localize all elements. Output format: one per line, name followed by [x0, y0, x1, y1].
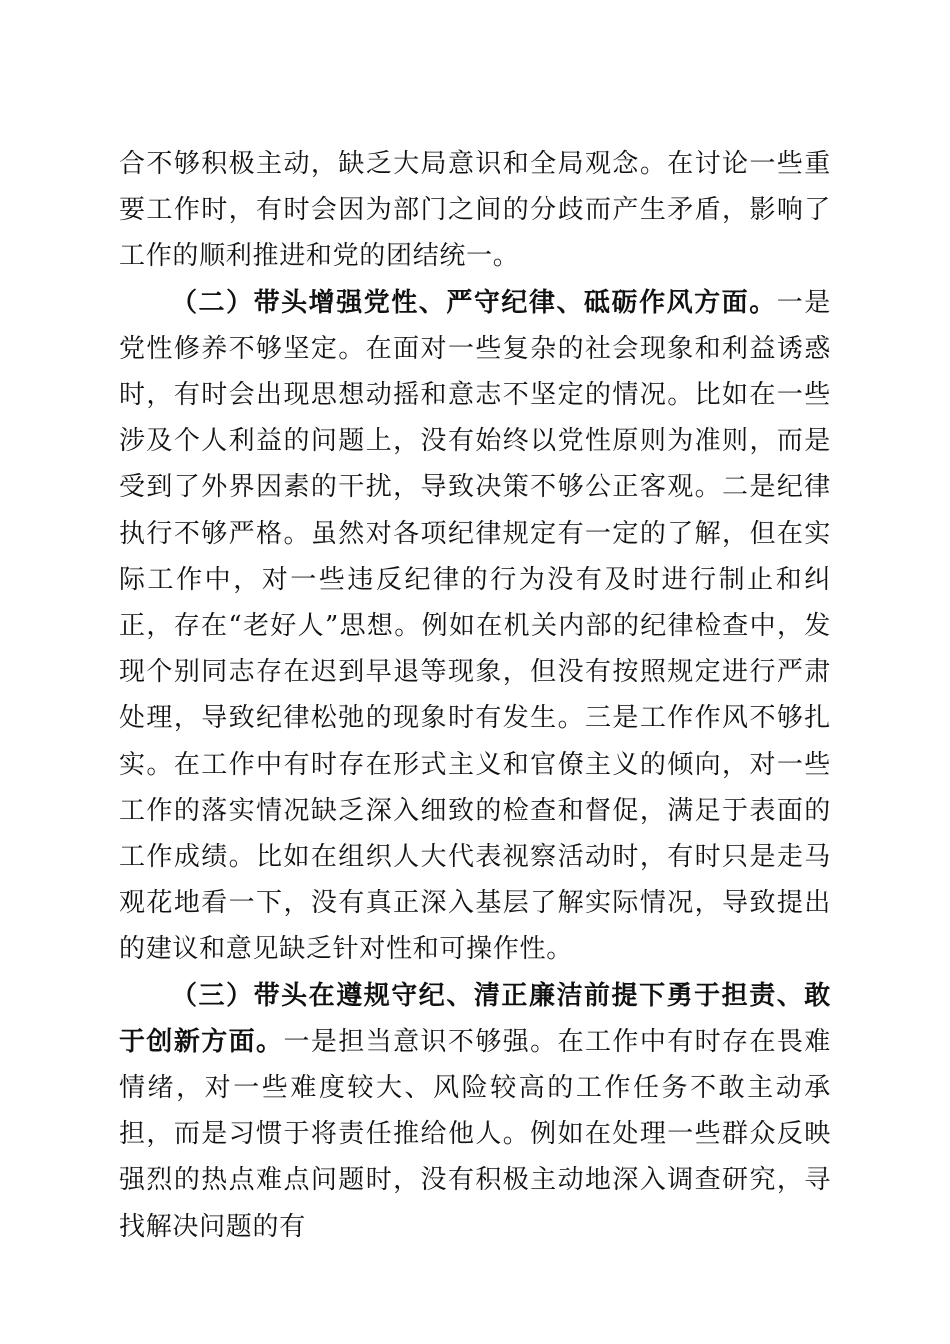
paragraph-body: 一是党性修养不够坚定。在面对一些复杂的社会现象和利益诱惑时，有时会出现思想动摇和意志不坚定的情况。比如在一些涉及个人利益的问题上，没有始终以党性原则为准则，而是受到了外界因素的干扰，导致决策不够公正客观。二是纪律执行不够严格。虽然对各项纪律规定有一定的了解，但在实际工作中，对一些违反纪律的行为没有及时进行制止和纠正，存在“老好人”思想。例如在机关内部的纪律检查中，发现个别同志存在迟到早退等现象，但没有按照规定进行严肃处理，导致纪律松弛的现象时有发生。三是工作作风不够扎实。在工作中有时存在形式主义和官僚主义的倾向，对一些工作的落实情况缺乏深入细致的检查和督促，满足于表面的工作成绩。比如在组织人大代表视察活动时，有时只是走马观花地看一下，没有真正深入基层了解实际情况，导致提出的建议和意见缺乏针对性和可操作性。	[119, 287, 832, 965]
document-body	[119, 141, 831, 1250]
paragraph-section-2	[119, 280, 831, 973]
paragraph-body: 合不够积极主动，缺乏大局意识和全局观念。在讨论一些重要工作时，有时会因为部门之间的分歧而产生矛盾，影响了工作的顺利推进和党的团结统一。	[119, 149, 831, 272]
paragraph-section-3	[119, 973, 831, 1250]
paragraph-continuation	[119, 141, 831, 280]
section-heading: （三）带头在遵规守纪、清正廉洁前提下勇于担责、敢于创新方面。	[119, 980, 831, 1057]
paragraph-body: 一是担当意识不够强。在工作中有时存在畏难情绪，对一些难度较大、风险较高的工作任务不敢主动承担，而是习惯于将责任推给他人。例如在处理一些群众反映强烈的热点难点问题时，没有积极主动地深入调查研究，寻找解决问题的有	[119, 1026, 831, 1242]
section-heading: （二）带头增强党性、严守纪律、砥砺作风方面。	[171, 287, 777, 318]
